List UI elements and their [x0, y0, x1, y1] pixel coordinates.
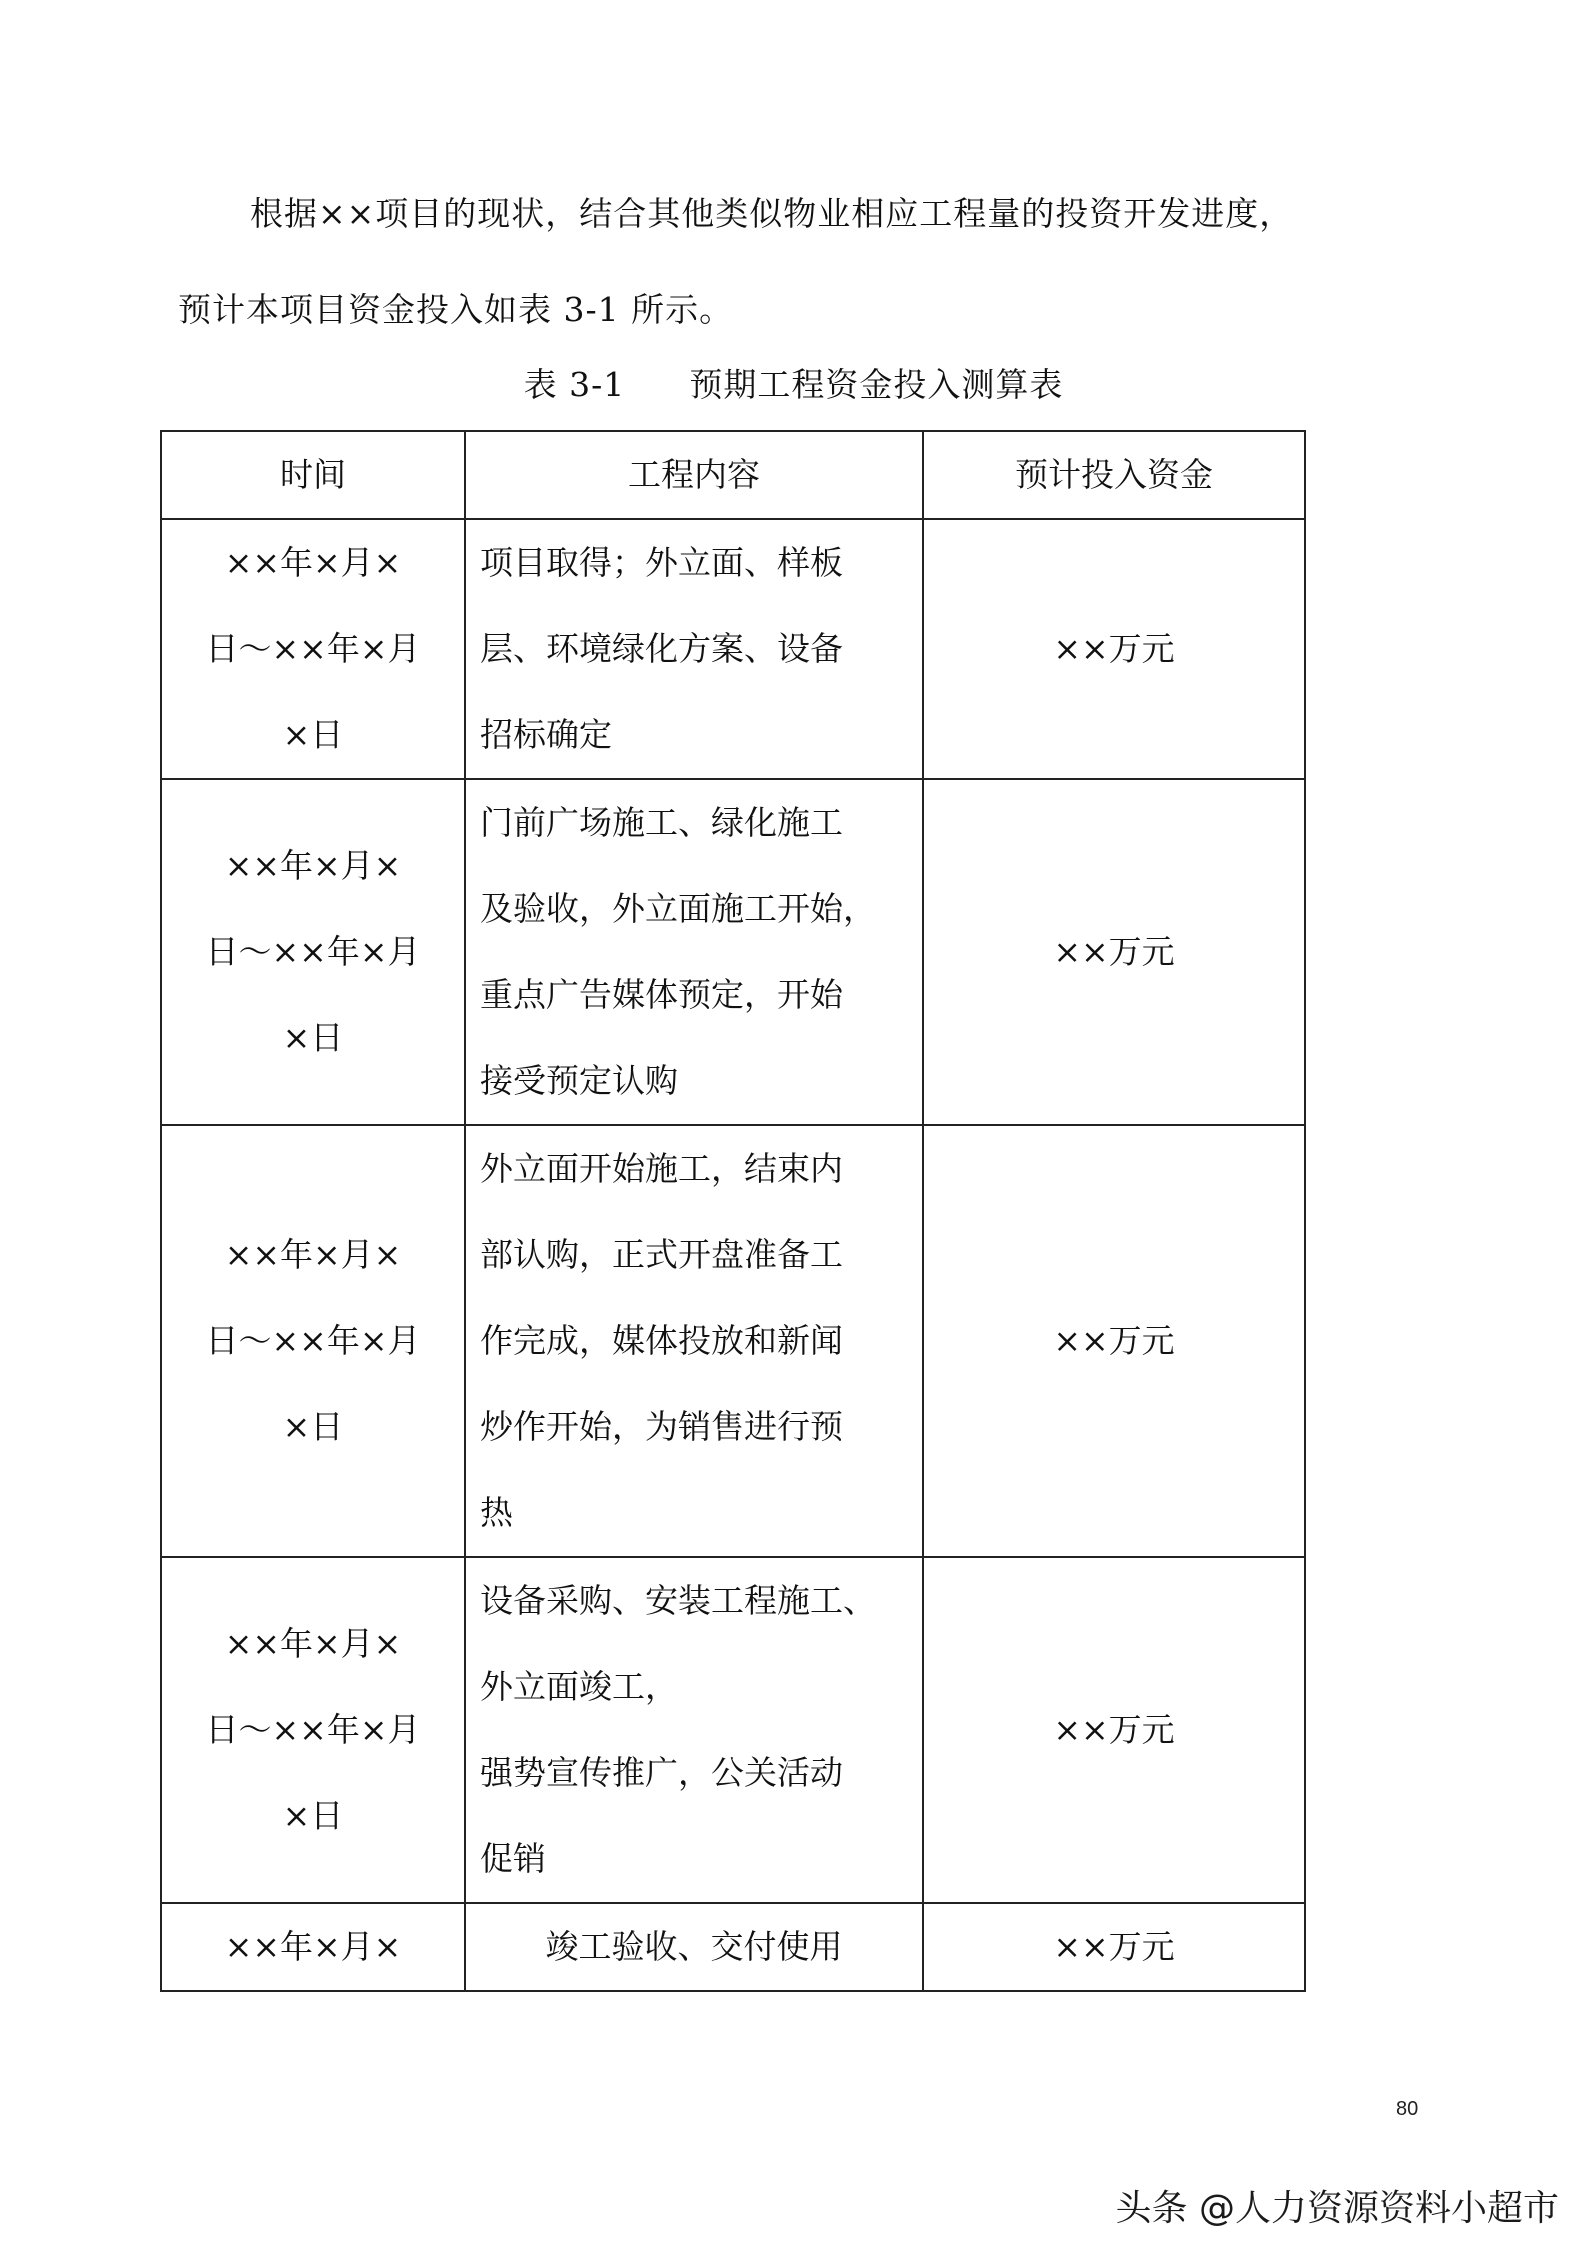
- content-cell: [465, 779, 923, 1125]
- fund-cell: ××万元: [923, 1557, 1305, 1903]
- intro-paragraph: [178, 166, 1428, 358]
- content-text: 项目取得；外立面、样板: [480, 543, 843, 582]
- fund-cell: ××万元: [923, 779, 1305, 1125]
- time-text: ×日: [282, 715, 344, 754]
- time-text: ××年×月×: [224, 1235, 402, 1274]
- content-text: 外立面竣工，: [480, 1667, 678, 1706]
- content-text: 部认购，正式开盘准备工: [480, 1235, 843, 1274]
- content-text: 重点广告媒体预定，开始: [480, 975, 843, 1014]
- table-row: [161, 519, 1305, 779]
- time-cell: [161, 1125, 465, 1557]
- time-text: ×日: [282, 1018, 344, 1057]
- page-number: 80: [1396, 2098, 1419, 2120]
- table-row: [161, 1903, 1305, 1991]
- time-text: ××年×月×: [224, 1624, 402, 1663]
- content-cell: [465, 1557, 923, 1903]
- content-text: 强势宣传推广，公关活动: [480, 1753, 843, 1792]
- content-text: 及验收，外立面施工开始，: [480, 889, 876, 928]
- content-cell: [465, 1903, 923, 1991]
- time-text: ××年×月×: [224, 543, 402, 582]
- content-text: 层、环境绿化方案、设备: [480, 629, 843, 668]
- content-text: 外立面开始施工，结束内: [480, 1149, 843, 1188]
- investment-table: [160, 430, 1306, 1992]
- table-caption: [0, 355, 1587, 415]
- content-cell: [465, 1125, 923, 1557]
- content-text: 炒作开始，为销售进行预: [480, 1407, 843, 1446]
- fund-cell: ××万元: [923, 1125, 1305, 1557]
- time-text: ××年×月×: [224, 846, 402, 885]
- time-text: ×日: [282, 1796, 344, 1835]
- time-text: 日～××年×月: [205, 629, 421, 668]
- time-text: ××年×月×: [224, 1927, 402, 1966]
- watermark: 头条 @人力资源资料小超市: [1115, 2188, 1559, 2229]
- time-text: ×日: [282, 1407, 344, 1446]
- content-text: 促销: [480, 1839, 546, 1878]
- content-text: 作完成，媒体投放和新闻: [480, 1321, 843, 1360]
- intro-line-2: 预计本项目资金投入如表 3-1 所示。: [178, 290, 734, 329]
- content-text: 招标确定: [480, 715, 612, 754]
- time-cell: [161, 519, 465, 779]
- content-text: 接受预定认购: [480, 1061, 678, 1100]
- content-text: 门前广场施工、绿化施工: [480, 803, 843, 842]
- time-cell: [161, 1903, 465, 1991]
- time-text: 日～××年×月: [205, 1321, 421, 1360]
- intro-line-1: 根据××项目的现状，结合其他类似物业相应工程量的投资开发进度，: [250, 194, 1294, 233]
- time-text: 日～××年×月: [205, 932, 421, 971]
- table-row: [161, 779, 1305, 1125]
- header-time: 时间: [161, 431, 465, 519]
- table-caption-number: 表 3-1: [523, 365, 626, 404]
- content-text: 设备采购、安装工程施工、: [480, 1581, 876, 1620]
- fund-cell: ××万元: [923, 519, 1305, 779]
- time-text: 日～××年×月: [205, 1710, 421, 1749]
- content-text: 热: [480, 1493, 513, 1532]
- fund-cell: ××万元: [923, 1903, 1305, 1991]
- table-row: [161, 1125, 1305, 1557]
- table-header-row: [161, 431, 1305, 519]
- content-text: 竣工验收、交付使用: [545, 1927, 843, 1966]
- time-cell: [161, 1557, 465, 1903]
- header-content: 工程内容: [465, 431, 923, 519]
- table-row: [161, 1557, 1305, 1903]
- time-cell: [161, 779, 465, 1125]
- table-caption-title: 预期工程资金投入测算表: [689, 365, 1064, 404]
- header-fund: 预计投入资金: [923, 431, 1305, 519]
- content-cell: [465, 519, 923, 779]
